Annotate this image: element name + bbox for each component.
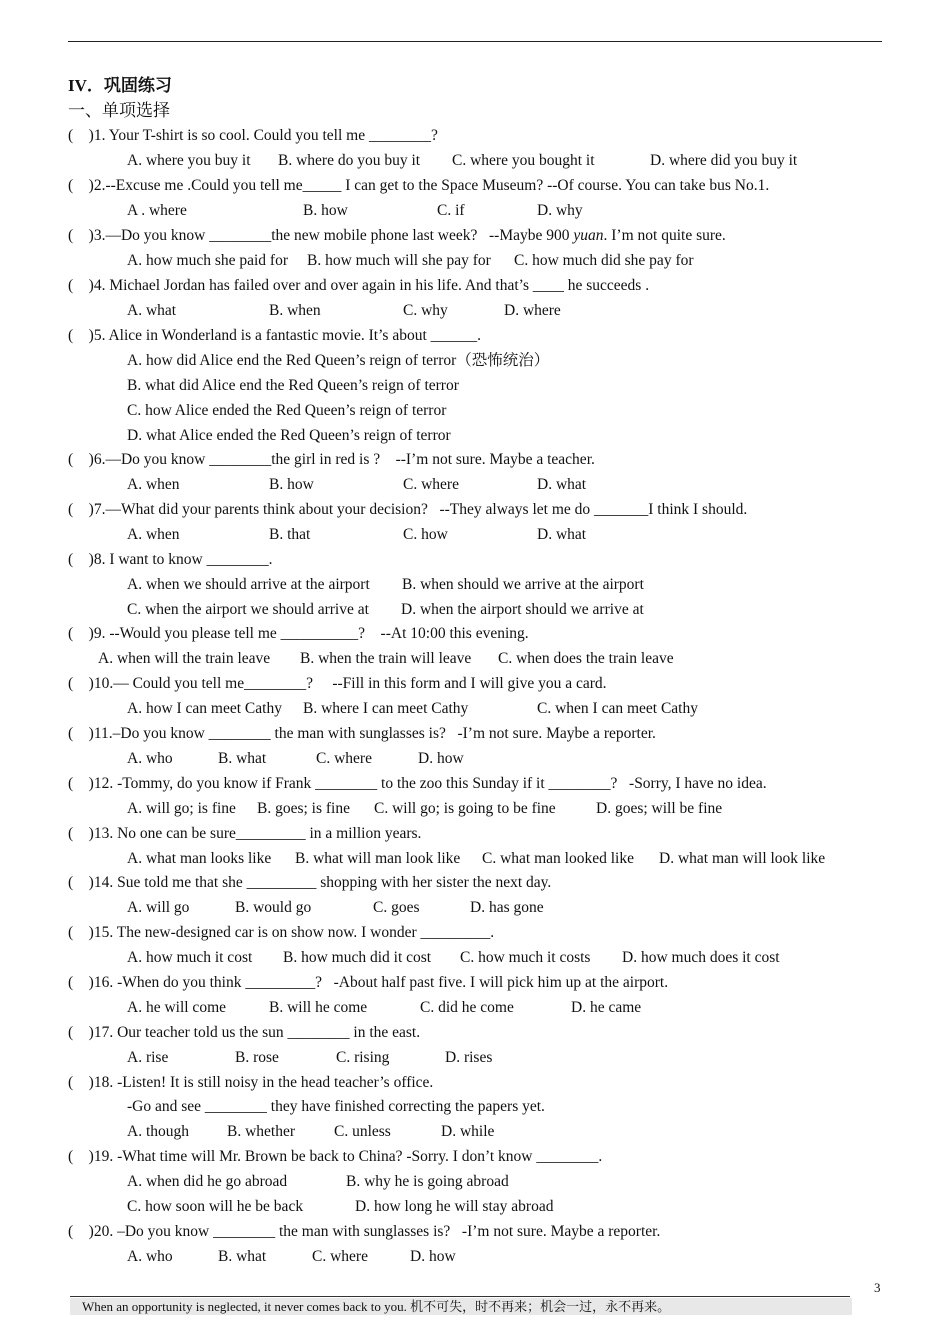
answer-option: D. goes; will be fine: [596, 800, 723, 817]
answer-option: C. where: [312, 1248, 368, 1265]
answer-option: C. how Alice ended the Red Queen’s reign of terror: [127, 402, 447, 419]
question-stem: ( )4. Michael Jordan has failed over and over again in his life. And that’s ____ he succeeds .: [68, 277, 650, 294]
answer-option: A. how I can meet Cathy: [127, 700, 282, 717]
answer-option: B. where do you buy it: [278, 152, 421, 169]
answer-option: C. will go; is going to be fine: [374, 800, 556, 817]
question-stem: ( )7.—What did your parents think about your decision? --They always let me do _______I think I should.: [68, 501, 748, 518]
answer-option: A. how much it cost: [127, 949, 253, 966]
answer-option: D. how: [410, 1248, 456, 1265]
answer-option: A. when will the train leave: [98, 650, 271, 667]
question-stem: ( )13. No one can be sure_________ in a million years.: [68, 825, 422, 842]
answer-option: B. how: [303, 202, 348, 219]
question-stem: [68, 226, 726, 246]
italic-term: yuan: [573, 227, 604, 244]
stem-text: . I’m not quite sure.: [603, 227, 726, 244]
answer-option: A. how did Alice end the Red Queen’s reign of terror（恐怖统治）: [127, 352, 550, 369]
answer-option: D. why: [537, 202, 583, 219]
answer-option: B. how much did it cost: [283, 949, 432, 966]
answer-option: D. what: [537, 526, 587, 543]
question-stem: ( )8. I want to know ________.: [68, 551, 273, 568]
answer-option: C. when the airport we should arrive at: [127, 601, 369, 618]
answer-option: C. where: [403, 476, 459, 493]
question-stem: ( )12. -Tommy, do you know if Frank ________ to the zoo this Sunday if it ________? -Sorry, I have no idea.: [68, 775, 767, 792]
question-stem: ( )10.— Could you tell me________? --Fill in this form and I will give you a card.: [68, 675, 607, 692]
answer-option: B. goes; is fine: [257, 800, 350, 817]
answer-option: A . where: [127, 202, 187, 219]
section-title: IV．巩固练习: [68, 76, 172, 95]
answer-option: D. how much does it cost: [622, 949, 780, 966]
answer-option: C. what man looked like: [482, 850, 634, 867]
answer-option: C. how much did she pay for: [514, 252, 694, 269]
stem-text: ( )3.—Do you know ________the new mobile phone last week? --Maybe 900: [68, 227, 574, 244]
question-stem: ( )11.–Do you know ________ the man with sunglasses is? -I’m not sure. Maybe a reporter.: [68, 725, 656, 742]
answer-option: B. how much will she pay for: [307, 252, 491, 269]
answer-option: A. when did he go abroad: [127, 1173, 288, 1190]
question-stem: ( )6.—Do you know ________the girl in red is ? --I’m not sure. Maybe a teacher.: [68, 451, 595, 468]
answer-option: B. what will man look like: [295, 850, 461, 867]
section-subtitle: 一、单项选择: [68, 101, 170, 120]
answer-option: D. he came: [571, 999, 642, 1016]
answer-option: D. while: [441, 1123, 495, 1140]
answer-option: B. rose: [235, 1049, 279, 1066]
answer-option: A. who: [127, 750, 173, 767]
question-stem: ( )9. --Would you please tell me __________? --At 10:00 this evening.: [68, 625, 529, 642]
answer-option: A. how much she paid for: [127, 252, 288, 269]
answer-option: B. what: [218, 750, 267, 767]
answer-option: B. when should we arrive at the airport: [402, 576, 644, 593]
answer-option: A. rise: [127, 1049, 169, 1066]
answer-option: A. though: [127, 1123, 189, 1140]
answer-option: D. what: [537, 476, 587, 493]
answer-option: A. what: [127, 302, 177, 319]
answer-option: B. why he is going abroad: [346, 1173, 509, 1190]
answer-option: D. what man will look like: [659, 850, 826, 867]
footer-motto: When an opportunity is neglected, it never comes back to you. 机不可失，时不再来；机会一过，永不再来。: [82, 1299, 671, 1314]
question-stem: ( )1. Your T-shirt is so cool. Could you tell me ________?: [68, 127, 438, 144]
question-stem: ( )16. -When do you think _________? -About half past five. I will pick him up at the airport.: [68, 974, 669, 991]
answer-option: C. where: [316, 750, 372, 767]
question-stem-continued: -Go and see ________ they have finished correcting the papers yet.: [127, 1098, 545, 1115]
question-stem: ( )15. The new-designed car is on show now. I wonder _________.: [68, 924, 495, 941]
question-stem: ( )20. –Do you know ________ the man with sunglasses is? -I’m not sure. Maybe a reporter.: [68, 1223, 661, 1240]
answer-option: B. what: [218, 1248, 267, 1265]
answer-option: D. how: [418, 750, 464, 767]
answer-option: D. how long he will stay abroad: [355, 1198, 554, 1215]
answer-option: C. how soon will he be back: [127, 1198, 304, 1215]
answer-option: A. what man looks like: [127, 850, 272, 867]
answer-option: B. how: [269, 476, 314, 493]
answer-option: D. where: [504, 302, 561, 319]
answer-option: A. will go: [127, 899, 190, 916]
answer-option: C. unless: [334, 1123, 391, 1140]
answer-option: C. goes: [373, 899, 420, 916]
question-stem: ( )17. Our teacher told us the sun ________ in the east.: [68, 1024, 421, 1041]
footer-rule: [70, 1296, 850, 1297]
answer-option: B. would go: [235, 899, 312, 916]
answer-option: A. where you buy it: [127, 152, 251, 169]
answer-option: C. did he come: [420, 999, 514, 1016]
answer-option: C. rising: [336, 1049, 390, 1066]
answer-option: C. how much it costs: [460, 949, 591, 966]
answer-option: B. when: [269, 302, 321, 319]
answer-option: B. where I can meet Cathy: [303, 700, 469, 717]
answer-option: A. when: [127, 526, 180, 543]
answer-option: C. when does the train leave: [498, 650, 674, 667]
question-stem: ( )19. -What time will Mr. Brown be back to China? -Sorry. I don’t know ________.: [68, 1148, 603, 1165]
question-stem: ( )14. Sue told me that she _________ shopping with her sister the next day.: [68, 874, 552, 891]
answer-option: D. when the airport should we arrive at: [401, 601, 644, 618]
answer-option: A. who: [127, 1248, 173, 1265]
answer-option: A. when: [127, 476, 180, 493]
page-number: 3: [874, 1280, 881, 1295]
answer-option: C. how: [403, 526, 448, 543]
answer-option: B. will he come: [269, 999, 368, 1016]
question-stem: ( )5. Alice in Wonderland is a fantastic movie. It’s about ______.: [68, 327, 482, 344]
answer-option: B. whether: [227, 1123, 296, 1140]
answer-option: D. rises: [445, 1049, 493, 1066]
answer-option: C. where you bought it: [452, 152, 595, 169]
answer-option: B. when the train will leave: [300, 650, 472, 667]
answer-option: B. that: [269, 526, 311, 543]
answer-option: D. where did you buy it: [650, 152, 798, 169]
answer-option: D. has gone: [470, 899, 544, 916]
answer-option: A. he will come: [127, 999, 227, 1016]
answer-option: D. what Alice ended the Red Queen’s reign of terror: [127, 427, 451, 444]
answer-option: B. what did Alice end the Red Queen’s reign of terror: [127, 377, 459, 394]
answer-option: A. when we should arrive at the airport: [127, 576, 370, 593]
answer-option: C. when I can meet Cathy: [537, 700, 698, 717]
answer-option: A. will go; is fine: [127, 800, 236, 817]
question-stem: ( )18. -Listen! It is still noisy in the head teacher’s office.: [68, 1074, 434, 1091]
answer-option: C. if: [437, 202, 465, 219]
header-rule: [68, 41, 882, 42]
answer-option: C. why: [403, 302, 448, 319]
question-stem: ( )2.--Excuse me .Could you tell me_____ I can get to the Space Museum? --Of course. You can take bus No.1.: [68, 177, 770, 194]
